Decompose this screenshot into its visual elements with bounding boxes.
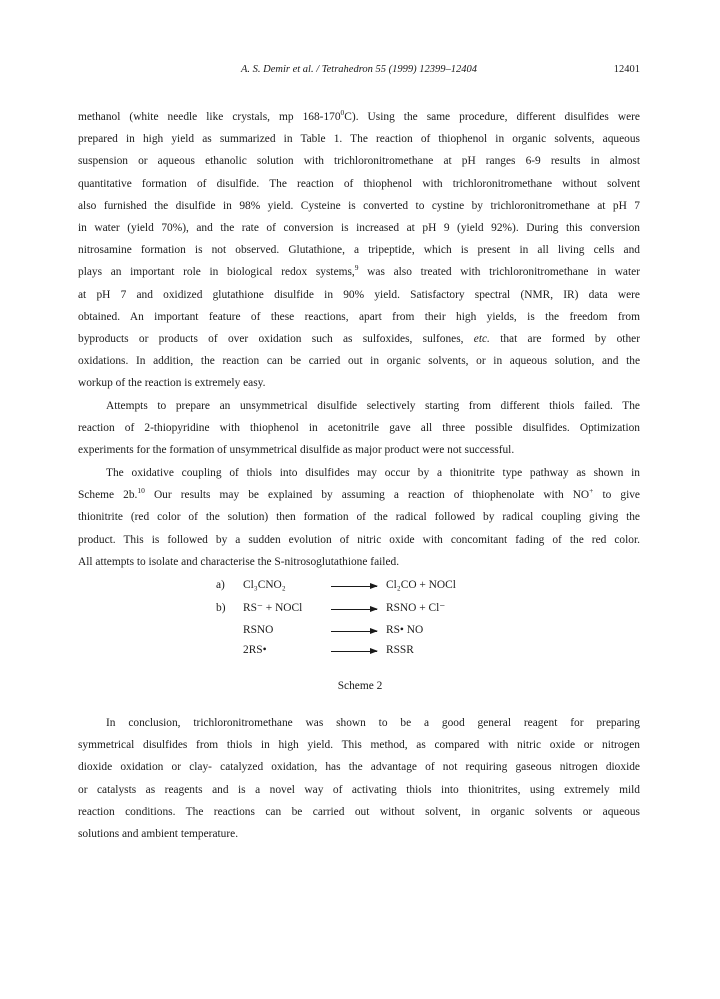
running-header	[78, 64, 640, 80]
reaction-arrow	[331, 651, 377, 652]
text-line: reaction of 2-thiopyridine with thiophenol in acetonitrile gave all three possible disulfides. Optimization	[78, 422, 640, 435]
paragraph-2	[78, 395, 640, 462]
reaction-arrow	[331, 586, 377, 587]
text-line: at pH 7 and oxidized glutathione disulfide in 90% yield. Satisfactory spectral (NMR, IR) data were	[78, 288, 640, 301]
scheme-caption: Scheme 2	[337, 680, 383, 692]
text-line: obtained. An important feature of these reactions, apart from their high yields, is the freedom from	[78, 310, 640, 323]
running-title: A. S. Demir et al. / Tetrahedron 55 (1999) 12399–12404	[240, 64, 478, 75]
scheme-b-reactant: RS⁻ + NOCl	[243, 602, 303, 614]
text-line: methanol (white needle like crystals, mp $168-170^0C$). Using the same procedure, different disulfides were	[78, 108, 640, 123]
text-line: or catalysts as reagents and is a novel way of activating thiols into thionitrites, using extremely mild	[78, 783, 640, 796]
text-line: reaction conditions. The reactions can be carried out without solvent, in organic solvents or aqueous	[78, 805, 640, 818]
paragraph-4	[78, 712, 640, 845]
text-line: suspension or aqueous ethanolic solution with trichloronitromethane at pH ranges 6-9 results in almost	[78, 155, 640, 168]
text-line: All attempts to isolate and characterise the S-nitrosoglutathione failed.	[78, 555, 400, 568]
text-line: symmetrical disulfides from thiols in high yield. This method, as compared with nitric oxide or nitrogen	[78, 739, 640, 752]
text-line: dioxide oxidation or clay- catalyzed oxidation, has the advantage of not requiring gaseous nitrogen dioxide	[78, 761, 640, 774]
text-line: also furnished the disulfide in 98% yield. Cysteine is converted to cystine by trichloronitromethane at pH 7	[78, 199, 640, 212]
scheme-c-reactant: RSNO	[243, 624, 274, 636]
paragraph-3	[78, 462, 640, 573]
text-line: Attempts to prepare an unsymmetrical disulfide selectively starting from different thiols failed. The	[106, 400, 640, 412]
text-line: workup of the reaction is extremely easy.	[78, 377, 266, 390]
scheme-a-reactant: Cl₃CNO₂	[243, 579, 286, 591]
scheme-label-a: a)	[216, 579, 225, 591]
scheme-d-reactant: 2RS•	[243, 644, 267, 656]
scheme-a-product: Cl₂CO + NOCl	[386, 579, 456, 591]
scheme-c-product: RS• NO	[386, 624, 424, 636]
text-line: In conclusion, trichloronitromethane was shown to be a good general reagent for preparing	[106, 717, 640, 729]
reaction-arrow	[331, 631, 377, 632]
text-line: oxidations. In addition, the reaction can be carried out in organic solvents, or in aqueous solution, and the	[78, 355, 640, 368]
reaction-arrow	[331, 609, 377, 610]
scheme-label-b: b)	[216, 602, 226, 614]
scheme-b-product: RSNO + Cl⁻	[386, 602, 446, 614]
text-line: thionitrite (red color of the solution) then formation of the radical followed by radical coupling giving the	[78, 511, 640, 524]
text-line: nitrosamine formation is not observed. Glutathione, a tripeptide, which is present in all living cells and	[78, 244, 640, 257]
text-line: quantitative formation of disulfide. The reaction of thiophenol with trichloronitromethane without solvent	[78, 177, 640, 190]
text-line: product. This is followed by a sudden evolution of nitric oxide with concomitant fading of the red color.	[78, 533, 640, 546]
text-line: The oxidative coupling of thiols into disulfides may occur by a thionitrite type pathway as shown in	[106, 467, 640, 479]
text-line: solutions and ambient temperature.	[78, 828, 239, 841]
text-line: in water (yield 70%), and the rate of conversion is increased at pH 9 (yield 92%). During this conversion	[78, 222, 640, 235]
text-line: byproducts or products of over oxidation such as sulfoxides, sulfones, etc. that are formed by other	[78, 333, 640, 346]
scheme-d-product: RSSR	[386, 644, 414, 656]
paragraph-1	[78, 106, 640, 395]
text-line: Scheme 2b.$^{10}$ Our results may be explained by assuming a reaction of thiophenolate with NO+ to give	[78, 486, 640, 502]
text-line: plays an important role in biological redox systems,$^9$ was also treated with trichloronitromethane in water	[78, 263, 640, 279]
text-line: prepared in high yield as summarized in Table 1. The reaction of thiophenol in organic solvents, aqueous	[78, 133, 640, 146]
page-number: 12401	[613, 64, 640, 75]
text-line: experiments for the formation of unsymmetrical disulfide as major product were not successful.	[78, 444, 515, 457]
